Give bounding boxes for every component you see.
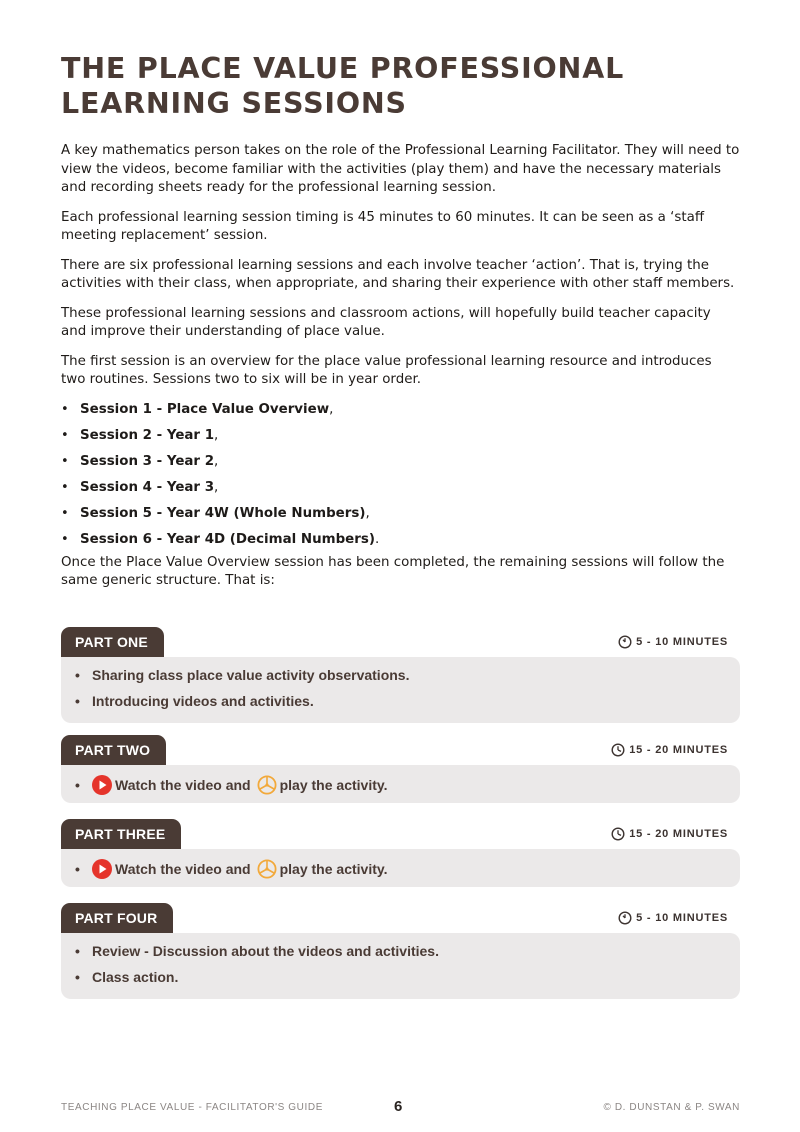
session-punct: , (214, 453, 219, 469)
session-label: Session 2 - Year 1 (80, 427, 215, 443)
session-label: Session 6 - Year 4D (Decimal Numbers) (80, 531, 375, 547)
clock-icon (618, 635, 632, 649)
part-item (75, 665, 726, 685)
clock-icon (618, 911, 632, 925)
session-item (61, 531, 740, 550)
paragraph: These professional learning sessions and classroom actions, will hopefully build teacher capacity and improve their understanding of place value. (61, 305, 711, 339)
part-box (61, 849, 740, 887)
part-label: PART TWO (61, 735, 166, 765)
session-label: Session 4 - Year 3 (80, 479, 215, 495)
paragraph: Each professional learning session timing is 45 minutes to 60 minutes. It can be seen as a ‘staff meeting replacement’ session. (61, 209, 705, 243)
session-item (61, 427, 740, 446)
page-number: 6 (394, 1098, 403, 1115)
session-label: Session 3 - Year 2 (80, 453, 215, 469)
footer-title: TEACHING PLACE VALUE - FACILITATOR'S GUIDE (61, 1102, 323, 1113)
part-two (61, 735, 740, 803)
part-item-text: • Introducing videos and activities. (92, 693, 314, 709)
session-punct: , (214, 427, 219, 443)
page-title: THE PLACE VALUE PROFESSIONAL LEARNING SESSIONS (61, 52, 625, 120)
clock-icon (611, 827, 625, 841)
play-text: play the activity. (279, 777, 388, 793)
session-list (61, 401, 740, 550)
session-item (61, 479, 740, 498)
play-video-icon[interactable] (92, 775, 112, 795)
part-box (61, 657, 740, 723)
part-box (61, 933, 740, 999)
activity-wheel-icon[interactable] (257, 775, 277, 795)
part-three (61, 819, 740, 887)
part-label: PART ONE (61, 627, 164, 657)
part-item (75, 859, 726, 879)
session-punct: . (374, 531, 380, 547)
paragraph: There are six professional learning sessions and each involve teacher ‘action’. That is, trying the activities with their class, when appropriate, and sharing their experience with other staff members. (61, 257, 735, 291)
part-time (611, 743, 728, 757)
session-item (61, 453, 740, 472)
session-punct: , (214, 479, 219, 495)
paragraph: The first session is an overview for the place value professional learning resource and introduces two routines. Sessions two to six will be in year order. (61, 353, 712, 387)
part-time (618, 911, 728, 925)
session-item (61, 505, 740, 524)
watch-text: • Watch the video and (115, 861, 251, 877)
part-time (618, 635, 728, 649)
page-footer (61, 1100, 740, 1116)
part-item-text: • Class action. (92, 969, 179, 985)
session-item (61, 401, 740, 420)
part-time-text: 5 - 10 MINUTES (636, 912, 728, 924)
footer-copyright: © D. DUNSTAN & P. SWAN (603, 1102, 740, 1113)
play-video-icon[interactable] (92, 859, 112, 879)
intro-text (61, 142, 740, 591)
part-box (61, 765, 740, 803)
session-label: Session 1 - Place Value Overview (80, 401, 330, 417)
part-label: PART FOUR (61, 903, 173, 933)
session-punct: , (329, 401, 334, 417)
part-four (61, 903, 740, 999)
part-item (75, 941, 726, 961)
part-one (61, 627, 740, 723)
structure-intro: Once the Place Value Overview session has been completed, the remaining sessions will follow the same generic structure. That is: (61, 554, 725, 588)
watch-text: • Watch the video and (115, 777, 251, 793)
clock-icon (611, 743, 625, 757)
session-label: Session 5 - Year 4W (Whole Numbers) (80, 505, 366, 521)
part-item (75, 967, 726, 987)
paragraph: A key mathematics person takes on the role of the Professional Learning Facilitator. They will need to view the videos, become familiar with the activities (play them) and have the necessary materials and recording sheets ready for the professional learning session. (61, 143, 740, 195)
part-time-text: 5 - 10 MINUTES (636, 636, 728, 648)
session-punct: , (365, 505, 370, 521)
part-item (75, 691, 726, 711)
part-time (611, 827, 728, 841)
part-time-text: 15 - 20 MINUTES (629, 828, 728, 840)
play-text: play the activity. (279, 861, 388, 877)
part-item (75, 775, 726, 795)
part-time-text: 15 - 20 MINUTES (629, 744, 728, 756)
part-item-text: • Sharing class place value activity observations. (92, 667, 410, 683)
part-item-text: • Review - Discussion about the videos and activities. (92, 943, 439, 959)
part-label: PART THREE (61, 819, 181, 849)
activity-wheel-icon[interactable] (257, 859, 277, 879)
